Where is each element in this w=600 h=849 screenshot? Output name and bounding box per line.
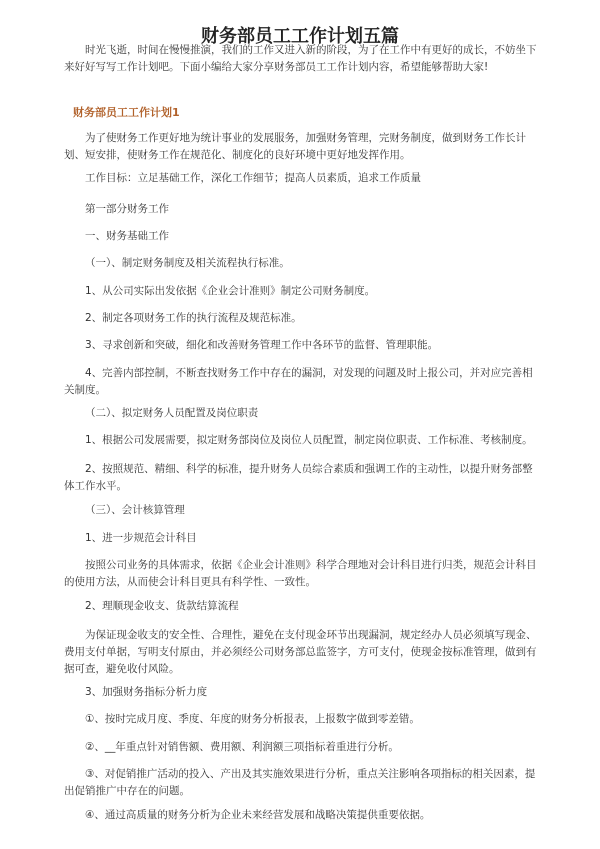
intro-paragraph: 时光飞逝，时间在慢慢推演，我们的工作又进入新的阶段，为了在工作中有更好的成长，不妨坐下来好好写写工作计划吧。下面小编给大家分享财务部员工工作计划内容，希望能够帮助大家! [64, 44, 537, 73]
paragraph: 3、加强财务指标分析力度 [85, 686, 208, 698]
paragraph: 2、理顺现金收支、货款结算流程 [85, 600, 239, 612]
paragraph: （三）、会计核算管理 [85, 504, 185, 516]
paragraph: 2、制定各项财务工作的执行流程及规范标准。 [85, 312, 302, 324]
paragraph: 3、寻求创新和突破，细化和改善财务管理工作中各环节的监督、管理职能。 [85, 339, 439, 351]
paragraph: 1、进一步规范会计科目 [85, 532, 197, 544]
paragraph: 按照公司业务的具体需求，依据《企业会计准则》科学合理地对会计科目进行归类，规范会计科目的使用方法，从而使会计科目更具有科学性、一致性。 [64, 559, 537, 588]
section-heading: 财务部员工工作计划1 [73, 106, 180, 119]
paragraph: （二）、拟定财务人员配置及岗位职责 [85, 407, 259, 419]
paragraph: ②、__年重点针对销售额、费用额、利润额三项指标着重进行分析。 [85, 741, 399, 753]
paragraph: ①、按时完成月度、季度、年度的财务分析报表，上报数字做到零差错。 [85, 713, 420, 725]
paragraph: 1、根据公司发展需要，拟定财务部岗位及岗位人员配置，制定岗位职责、工作标准、考核制度。 [85, 434, 533, 446]
paragraph: 第一部分财务工作 [85, 203, 169, 215]
page-title: 财务部员工工作计划五篇 [201, 26, 399, 47]
paragraph: 为保证现金收支的安全性、合理性，避免在支付现金环节出现漏洞，规定经办人员必须填写现金、费用支付单据，写明支付原由，并必须经公司财务部总监签字，方可支付，使现金按标准管理，做到有据可查，避免收付风险。 [64, 629, 537, 675]
paragraph: 为了使财务工作更好地为统计事业的发展服务，加强财务管理，完财务制度，做到财务工作长计划、短安排，使财务工作在规范化、制度化的良好环境中更好地发挥作用。 [64, 132, 526, 161]
paragraph: 4、完善内部控制，不断查找财务工作中存在的漏洞，对发现的问题及时上报公司，并对应完善相关制度。 [64, 367, 533, 396]
paragraph: ④、通过高质量的财务分析为企业未来经营发展和战略决策提供重要依据。 [85, 809, 431, 821]
paragraph: ③、对促销推广活动的投入、产出及其实施效果进行分析，重点关注影响各项指标的相关因素，提出促销推广中存在的问题。 [64, 768, 536, 797]
paragraph: 工作目标：立足基础工作，深化工作细节；提高人员素质，追求工作质量 [85, 172, 421, 184]
paragraph: 一、财务基础工作 [85, 230, 169, 242]
paragraph: （一）、制定财务制度及相关流程执行标准。 [85, 257, 290, 269]
paragraph: 2、按照规范、精细、科学的标准，提升财务人员综合素质和强调工作的主动性，以提升财务部整体工作水平。 [64, 463, 533, 492]
paragraph: 1、从公司实际出发依据《企业会计准则》制定公司财务制度。 [85, 285, 376, 297]
